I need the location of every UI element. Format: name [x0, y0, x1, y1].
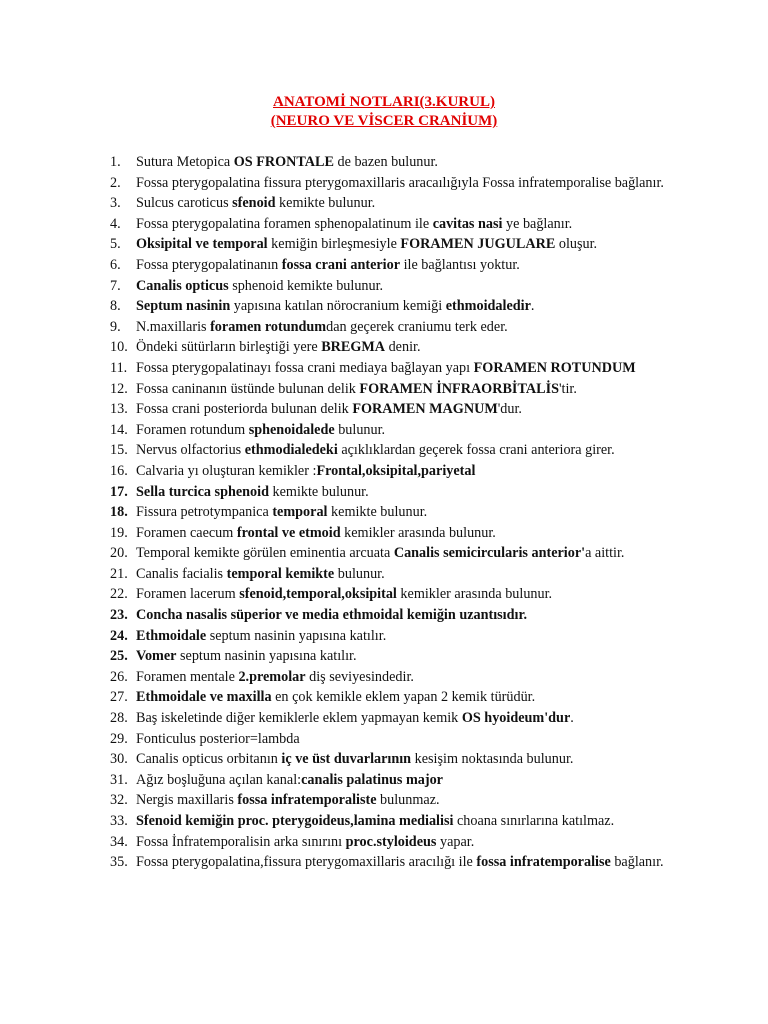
note-number: 28. [110, 710, 128, 727]
note-text: 'dur. [497, 401, 522, 418]
note-text: . [530, 298, 535, 315]
note-text: kemikler arasında bulunur. [396, 586, 553, 603]
note-text: Nergis maxillaris [136, 792, 238, 809]
note-text: 'tir. [558, 380, 577, 397]
note-text: diş seviyesindedir. [305, 668, 414, 685]
note-text: Fossa crani posteriorda bulunan delik [136, 401, 353, 418]
note-text: kesişim noktasında bulunur. [411, 751, 574, 768]
note-number: 17. [110, 483, 128, 500]
note-item [0, 502, 678, 523]
note-bold-text: temporal kemikte [226, 565, 335, 582]
note-item [0, 420, 678, 441]
note-number: 3. [110, 195, 121, 212]
note-bold-text: Ethmoidale ve maxilla [136, 689, 272, 706]
note-text: N.maxillaris [136, 318, 211, 335]
note-text: choana sınırlarına katılmaz. [453, 813, 615, 829]
note-number: 21. [110, 565, 128, 582]
note-bold-text: OS FRONTALE [233, 154, 334, 170]
note-item [0, 358, 678, 379]
note-text: kemikler arasında bulunur. [340, 524, 496, 541]
note-text: ye bağlanır. [502, 215, 573, 232]
note-number: 14. [110, 421, 128, 438]
note-bold-text: ethmodialedeki [244, 442, 338, 459]
note-item [0, 729, 678, 750]
note-text: a aittir. [585, 545, 625, 562]
note-bold-text: Septum nasinin [136, 298, 231, 315]
note-item [0, 296, 678, 317]
note-bold-text: foramen rotundum [210, 318, 327, 335]
note-number: 8. [110, 298, 121, 315]
note-number: 18. [110, 504, 128, 521]
note-bold-text: Canalis semicircularis anterior' [393, 545, 586, 562]
note-number: 27. [110, 689, 128, 706]
note-text: Sutura Metopica [136, 154, 234, 170]
note-item [0, 317, 678, 338]
note-number: 6. [110, 256, 121, 273]
title-line-1: ANATOMİ NOTLARI(3.KURUL) [273, 94, 495, 110]
note-number: 30. [110, 751, 128, 768]
note-text: sphenoid kemikte bulunur. [228, 277, 384, 294]
note-text: yapısına katılan nörocranium kemiği [230, 298, 446, 315]
note-item [0, 523, 678, 544]
note-bold-text: cavitas nasi [432, 215, 503, 232]
note-number: 32. [110, 792, 128, 809]
note-number: 33. [110, 813, 128, 829]
note-bold-text: Frontal,oksipital,pariyetal [316, 462, 476, 479]
note-bold-text: FORAMEN JUGULARE [400, 236, 556, 253]
note-text: dan geçerek craniumu terk eder. [326, 318, 508, 335]
note-text: bulunur. [334, 565, 385, 582]
note-bold-text: 2.premolar [238, 668, 306, 685]
note-bold-text: Sfenoid kemiğin proc. pterygoideus,lamina medialisi [136, 813, 454, 829]
note-text: Fossa caninanın üstünde bulunan delik [136, 380, 360, 397]
note-text: Foramen caecum [136, 524, 237, 541]
note-bold-text: Oksipital ve temporal [136, 236, 268, 253]
note-bold-text: sfenoid,temporal,oksipital [239, 586, 397, 603]
note-text: Fossa pterygopalatina,fissura pterygomaxillaris aracılığı ile [136, 854, 477, 871]
note-number: 19. [110, 524, 128, 541]
note-item [0, 461, 678, 482]
note-number: 24. [110, 627, 128, 644]
note-item [0, 790, 678, 811]
note-bold-text: FORAMEN ROTUNDUM [473, 359, 636, 376]
note-item [0, 832, 678, 853]
note-item [0, 337, 678, 358]
note-item [0, 440, 678, 461]
notes-list [0, 152, 768, 873]
note-item [0, 687, 678, 708]
note-bold-text: ethmoidaledir [445, 298, 531, 315]
note-item [0, 255, 678, 276]
note-number: 1. [110, 154, 121, 170]
note-item [0, 626, 678, 647]
note-text: kemikte bulunur. [327, 504, 428, 521]
note-bold-text: frontal ve etmoid [236, 524, 341, 541]
note-text: Fossa pterygopalatina fissura pterygomaxillaris aracaılığıyla Fossa infratemporalise bağlanır. [136, 174, 664, 191]
note-bold-text: proc.styloideus [345, 833, 437, 850]
note-bold-text: Canalis opticus [136, 277, 229, 294]
note-text: Fossa İnfratemporalisin arka sınırını [136, 833, 346, 850]
note-item [0, 214, 678, 235]
note-text: Fossa pterygopalatinayı fossa crani mediaya bağlayan yapı [136, 359, 474, 376]
note-number: 4. [110, 215, 121, 232]
note-number: 34. [110, 833, 128, 850]
note-text: Sulcus caroticus [136, 195, 233, 212]
note-number: 13. [110, 401, 128, 418]
note-text: Nervus olfactorius [136, 442, 245, 459]
note-text: ile bağlantısı yoktur. [400, 256, 520, 273]
note-text: Canalis facialis [136, 565, 227, 582]
note-item [0, 667, 678, 688]
note-bold-text: canalis palatinus major [301, 771, 443, 788]
note-text: Canalis opticus orbitanın [136, 751, 282, 768]
note-item [0, 399, 678, 420]
note-text: Temporal kemikte görülen eminentia arcuata [136, 545, 394, 562]
note-bold-text: OS hyoideum'dur [461, 710, 571, 727]
note-bold-text: FORAMEN İNFRAORBİTALİS [359, 380, 559, 397]
note-item [0, 193, 678, 214]
title-line-2: (NEURO VE VİSCER CRANİUM) [270, 113, 498, 129]
note-item [0, 605, 678, 626]
note-text: Fossa pterygopalatina foramen sphenopalatinum ile [136, 215, 433, 232]
note-item [0, 584, 678, 605]
note-text: Fissura petrotympanica [136, 504, 273, 521]
note-bold-text: temporal [272, 504, 328, 521]
note-number: 15. [110, 442, 128, 459]
document-title [0, 93, 768, 131]
note-number: 11. [110, 359, 128, 376]
note-text: Foramen lacerum [136, 586, 240, 603]
note-item [0, 564, 678, 585]
note-text: Foramen mentale [136, 668, 239, 685]
note-text: Calvaria yı oluşturan kemikler : [136, 462, 317, 479]
note-text: Ağız boşluğuna açılan kanal: [136, 771, 302, 788]
note-text: Foramen rotundum [136, 421, 249, 438]
note-item [0, 749, 678, 770]
note-text: denir. [385, 339, 421, 356]
note-item [0, 770, 678, 791]
note-text: septum nasinin yapısına katılır. [206, 627, 387, 644]
note-number: 20. [110, 545, 128, 562]
note-item [0, 173, 678, 194]
note-bold-text: sfenoid [232, 195, 276, 212]
note-item [0, 543, 678, 564]
note-text: bulunur. [334, 421, 386, 438]
note-number: 5. [110, 236, 121, 253]
note-text: açıklıklardan geçerek fossa crani anteriora girer. [337, 442, 615, 459]
note-bold-text: Concha nasalis süperior ve media ethmoidal kemiğin uzantısıdır. [136, 607, 527, 624]
note-number: 31. [110, 771, 128, 788]
note-item [0, 152, 678, 173]
note-number: 7. [110, 277, 121, 294]
note-number: 12. [110, 380, 128, 397]
note-text: Baş iskeletinde diğer kemiklerle eklem yapmayan kemik [136, 710, 462, 727]
note-item [0, 646, 678, 667]
note-item [0, 276, 678, 297]
note-number: 25. [110, 648, 128, 665]
note-bold-text: fossa infratemporaliste [237, 792, 377, 809]
note-item [0, 852, 678, 873]
note-text: septum nasinin yapısına katılır. [176, 648, 357, 665]
note-text: bağlanır. [610, 854, 664, 871]
note-text: Öndeki sütürların birleştiği yere [136, 339, 322, 356]
note-item [0, 379, 678, 400]
note-number: 23. [110, 607, 128, 624]
note-text: Fossa pterygopalatinanın [136, 256, 282, 273]
note-number: 22. [110, 586, 128, 603]
note-text: bulunmaz. [376, 792, 440, 809]
note-bold-text: Ethmoidale [136, 627, 207, 644]
note-bold-text: fossa crani anterior [281, 256, 401, 273]
note-text: . [570, 710, 574, 727]
note-number: 35. [110, 854, 128, 871]
note-bold-text: Vomer [136, 648, 177, 665]
note-number: 9. [110, 318, 121, 335]
note-text: kemikte bulunur. [275, 195, 376, 212]
note-number: 29. [110, 730, 128, 747]
note-item [0, 234, 678, 255]
note-bold-text: Sella turcica sphenoid [136, 483, 269, 500]
note-bold-text: iç ve üst duvarlarının [281, 751, 412, 768]
note-bold-text: fossa infratemporalise [476, 854, 611, 871]
note-text: de bazen bulunur. [333, 154, 438, 170]
note-item [0, 482, 678, 503]
note-text: en çok kemikle eklem yapan 2 kemik türüdür. [271, 689, 536, 706]
note-text: oluşur. [555, 236, 598, 253]
note-number: 10. [110, 339, 128, 356]
note-text: kemikte bulunur. [268, 483, 369, 500]
note-number: 26. [110, 668, 128, 685]
note-text: kemiğin birleşmesiyle [267, 236, 401, 253]
note-text: yapar. [436, 833, 475, 850]
note-item [0, 708, 678, 729]
note-bold-text: FORAMEN MAGNUM [352, 401, 498, 418]
note-number: 2. [110, 174, 121, 191]
note-bold-text: BREGMA [321, 339, 386, 356]
note-number: 16. [110, 462, 128, 479]
note-item [0, 811, 678, 832]
note-bold-text: sphenoidalede [248, 421, 335, 438]
note-text: Fonticulus posterior=lambda [136, 730, 300, 747]
